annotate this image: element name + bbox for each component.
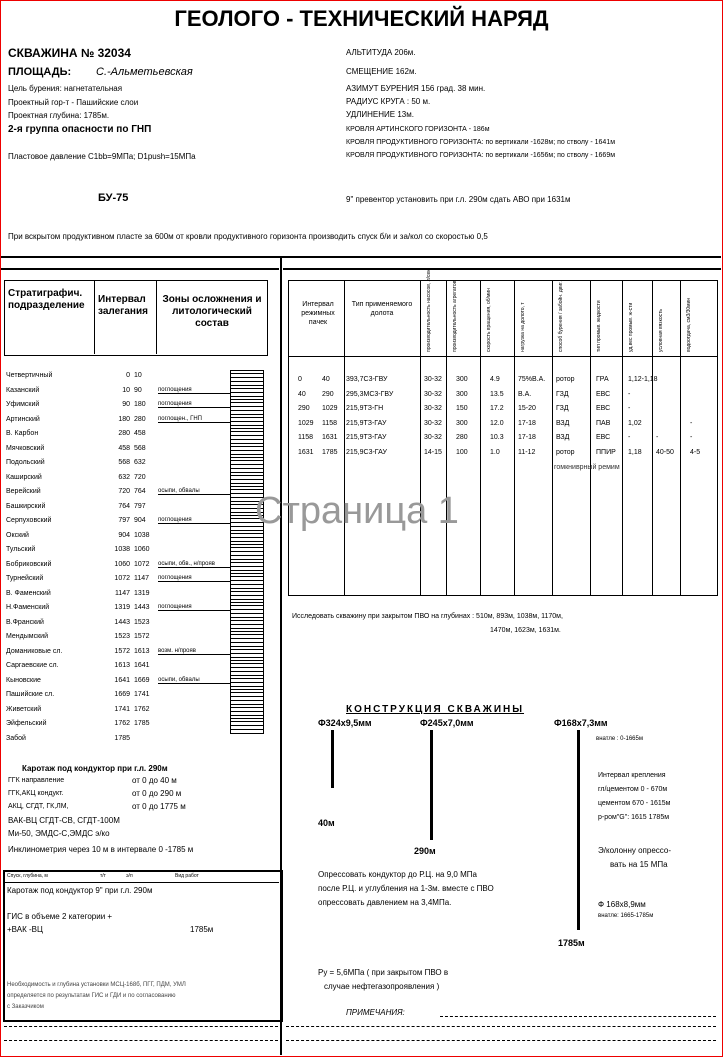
regime-cell-w: - [628,390,631,398]
regime-cell-bit: 295,3МС3-ГВУ [346,390,394,398]
lithology-cell [230,718,264,734]
regime-cell-g: 10.3 [490,434,504,441]
strat-name: Артинский [6,415,40,423]
bottom-left-note-3: с Заказчиком [7,1004,44,1010]
strat-name: Верейский [6,488,41,495]
strat-to: 1741 [134,691,150,698]
strat-zone: поглощения [158,387,238,394]
pressure-test-1: Опрессовать кондуктор до Р.Ц. на 9,0 МПа [318,870,477,879]
left-top-rule [1,268,279,270]
strat-zone: поглощения [158,517,238,524]
casing-3-note: внатле : 0-1665м [596,736,643,742]
page-watermark: Страница 1 [255,490,459,532]
regime-cell-n: 150 [456,405,468,412]
construction-title: КОНСТРУКЦИЯ СКВАЖИНЫ [346,704,525,715]
regime-header-bit: Тип применяемого долота [351,301,413,317]
strat-to: 180 [134,401,146,408]
strat-from: 1319 [114,604,130,611]
strat-to: 1038 [134,531,150,539]
strat-to: 1072 [134,560,150,568]
bottom-left-line-1: Каротаж под кондуктор 9" при г.л. 290м [7,886,153,895]
strat-from: 1572 [114,647,130,655]
logging-row-3-range: от 0 до 1775 м [132,802,186,811]
dashed-line-right-2 [286,1040,716,1041]
design-horizon: Проектный гор-т - Пашийские слои [8,98,139,107]
strat-from: 904 [118,531,130,539]
casing-2-depth: 290м [414,846,436,856]
regime-cell-w: - [628,405,631,412]
strat-to: 280 [134,415,146,423]
radius: РАДИУС КРУГА : 50 м. [346,97,431,106]
strat-row [6,633,256,645]
strat-from: 1038 [114,546,130,553]
strat-from: 632 [118,473,130,481]
dashed-line-left-2 [4,1040,278,1041]
strat-zone: осыпи, обвалы [158,488,238,495]
cement-interval-3: р-ром"G": 1615 1785м [598,814,670,821]
regime-cell-to: 1158 [322,419,338,427]
regime-rotated-header: условная вязкость [658,308,664,352]
strat-name: Башкирский [6,502,46,510]
regime-cell-from: 40 [298,390,306,398]
bottom-left-note-2: определяется по результатам ГИС и ГДИ и по согласованию [7,993,176,999]
small-header-4: Вид работ [175,873,199,879]
regime-cell-to: 1029 [322,405,338,412]
regime-cell-w: 1,12-1,18 [628,376,658,383]
strat-to: 1443 [134,604,150,611]
strat-name: Мендымский [6,633,48,640]
regime-cell-drive: ротор [556,448,575,456]
strat-name: Мячковский [6,444,45,452]
strat-zone: поглощения [158,604,238,611]
strat-name: Казанский [6,386,40,394]
regime-cell-mud: ГРА [596,376,609,383]
py-note-1: Ру = 5,6МПа ( при закрытом ПВО в [318,968,449,977]
regime-cell-g: 13.5 [490,390,504,398]
strat-row [6,619,256,631]
logging-row-2-range: от 0 до 290 м [132,789,182,798]
strat-row [6,590,256,602]
offset: СМЕЩЕНИЕ 162м. [346,67,417,76]
regime-cell-v: 40-50 [656,448,674,456]
strat-row [6,648,256,660]
strat-name: В. Карбон [6,430,39,437]
regime-row [0,376,716,388]
regime-cell-p: В.А. [518,390,532,398]
strat-name: Четвертичный [6,372,53,379]
regime-cell-p: 75%В.А. [518,376,546,383]
logging-row-3-label: АКЦ, СГДТ, ГК,ЛМ, [8,803,69,810]
strat-to: 1319 [134,589,150,597]
strat-from: 1072 [114,575,130,582]
regime-rotated-header: нагрузка на долото, т [520,302,526,352]
dashed-line-left-1 [4,1026,278,1027]
pvo-note-2: 1470м, 1623м, 1631м. [490,627,561,634]
logging-head: Каротаж под кондуктор при г.л. 290м [22,764,168,773]
regime-cell-bit: 215,9ТЗ-ГАУ [346,419,387,427]
regime-rotated-header: водоотдача, см3/30мин [686,297,692,352]
azimuth: АЗИМУТ БУРЕНИЯ 156 град. 38 мин. [346,84,486,93]
strat-from: 1060 [114,560,130,568]
strat-to: 904 [134,517,146,524]
strat-to: 1641 [134,662,150,669]
regime-cell-from: 290 [298,405,310,412]
strat-to: 797 [134,502,146,510]
regime-cell-bit: 215,9ТЗ-ГН [346,405,384,412]
regime-cell-bit: 393,7С3-ГВУ [346,376,388,383]
regime-cell-g: 12.0 [490,419,504,427]
regime-cell-from: 1158 [298,434,314,441]
strat-header-divider-2 [156,280,157,354]
regime-cell-q: 30-32 [424,434,442,441]
regime-cell-p: 17-18 [518,434,536,441]
strat-from: 10 [122,386,130,394]
casing-3-diameter: Ф168х7,3мм [554,718,608,728]
area-label: ПЛОЩАДЬ: [8,66,72,78]
danger-group: 2-я группа опасности по ГНП [8,124,152,135]
strat-to: 1572 [134,633,150,640]
regime-cell-n: 280 [456,434,468,441]
regime-cell-f: 4-5 [690,448,701,456]
regime-rotated-header: тип промыв. жидкости [596,300,602,352]
strat-from: 0 [126,372,130,379]
strat-from: 1443 [114,618,130,626]
zones-col-header: Зоны осложнения и литологический состав [162,294,262,329]
design-depth: Проектная глубина: 1785м. [8,111,110,120]
strat-from: 1669 [114,691,130,698]
roof-productive-1: КРОВЛЯ ПРОДУКТИВНОГО ГОРИЗОНТА: по вертикали -1628м; по стволу - 1641м [346,139,616,146]
regime-cell-drive: ГЗД [556,390,569,398]
strat-name: Тульский [6,546,36,553]
right-top-rule [283,268,721,270]
strat-from: 1147 [114,589,130,597]
area-value: С.-Альметьевская [96,66,193,78]
regime-cell-to: 40 [322,376,330,383]
strat-name: Серпуховский [6,517,52,524]
regime-cell-from: 1029 [298,419,314,427]
roof-artinsk: КРОВЛЯ АРТИНСКОГО ГОРИЗОНТА - 186м [346,126,490,133]
strat-from: 720 [118,488,130,495]
strat-name: Забой [6,734,26,742]
casing-1-line [331,730,334,788]
regime-row [0,434,716,446]
strat-zone: поглощения [158,575,238,582]
strat-from: 1785 [114,734,130,742]
strat-to: 568 [134,444,146,452]
pvo-note-1: Исследовать скважину при закрытом ПВО на глубинах : 510м, 893м, 1038м, 1170м, [292,613,563,620]
bottom-left-header-rule [5,882,279,883]
strat-name: Эйфельский [6,720,47,727]
cement-head: Интервал крепления [598,772,666,779]
regime-cell-drive: ротор [556,376,575,383]
small-header-2: т/т [100,873,106,879]
regime-cell-to: 1785 [322,448,338,456]
regime-note: гомкниврный ремим [554,464,620,471]
strat-zone: поглощения [158,401,238,408]
small-header-1: Спуск, глубина, м [7,873,48,879]
reservoir-pressure: Пластовое давление С1bb=9МПа; D1push=15МПа [8,152,196,161]
strat-from: 90 [122,401,130,408]
logging-row-5: Ми-50, ЭМДС-С,ЭМДС э/ко [8,829,110,838]
strat-name: Каширский [6,473,42,481]
regime-cell-n: 100 [456,448,468,456]
strat-row [6,532,256,544]
strat-from: 764 [118,502,130,510]
regime-cell-w: 1,18 [628,448,642,456]
strat-row [6,662,256,674]
column-test-1: Э/колонну опрессо- [598,846,671,855]
strat-from: 458 [118,444,130,452]
regime-header-interval: Интервал режимных пачек [301,301,335,326]
regime-cell-mud: ЕВС [596,405,611,412]
regime-rotated-header: уд.вес промыв. ж-сти [628,302,634,352]
dashed-line-right-1 [286,1026,716,1027]
strat-from: 797 [118,517,130,524]
logging-row-1-label: ГГК направление [8,777,65,784]
bottom-left-line-2: ГИС в объеме 2 категории + [7,912,113,921]
strat-row [6,546,256,558]
strat-name: В. Фаменский [6,589,51,597]
regime-cell-p: 11-12 [518,448,536,456]
strat-from: 280 [118,430,130,437]
strat-name: В.Франский [6,618,44,626]
casing-3-depth: 1785м [558,938,585,948]
regime-cell-to: 290 [322,390,334,398]
preventer-note: 9" превентор установить при г.л. 290м сдать АВО при 1631м [346,195,571,204]
strat-row [6,691,256,703]
strat-name: Бобриковский [6,560,52,568]
regime-cell-q: 30-32 [424,390,442,398]
inclinometry-note: Инклинометрия через 10 м в интервале 0 -1785 м [8,845,194,854]
strat-row [6,706,256,718]
regime-cell-to: 1631 [322,434,338,441]
cement-interval-1: гл/цементом 0 - 670м [598,786,668,793]
strat-row [6,720,256,732]
regime-cell-from: 0 [298,376,302,383]
strat-zone: поглощен., ГНП [158,416,238,423]
strat-header-divider-1 [94,280,95,354]
strat-row [6,474,256,486]
roof-productive-2: КРОВЛЯ ПРОДУКТИВНОГО ГОРИЗОНТА: по вертикали -1656м; по стволу - 1669м [346,152,616,159]
strat-row [6,517,256,529]
regime-cell-drive: ВЗД [556,419,570,427]
strat-from: 1613 [114,662,130,669]
strat-zone: возм. н/прояв [158,648,238,655]
regime-cell-drive: ВЗД [556,434,570,441]
strat-to: 632 [134,459,146,466]
strat-row [6,604,256,616]
casing-3-line [577,730,580,930]
rig-type: БУ-75 [98,192,129,204]
strat-name: Доманиковые сл. [6,647,63,655]
strat-name: Живетский [6,705,42,713]
regime-cell-p: 15-20 [518,405,536,412]
regime-cell-q: 30-32 [424,405,442,412]
interval-col-header: Интервал залегания [98,294,148,317]
strat-row [6,459,256,471]
regime-cell-g: 17.2 [490,405,504,412]
strat-name: Пашийские сл. [6,691,55,698]
strat-name: Подольский [6,459,45,466]
strat-to: 1060 [134,546,150,553]
regime-row [0,420,716,432]
bottom-left-line-3: +ВАК -ВЦ [7,925,43,934]
regime-rotated-header: производительность агрегатов [452,280,458,352]
strat-to: 1523 [134,618,150,626]
opening-note: При вскрытом продуктивном пласте за 600м от кровли продуктивного горизонта производить спуск б/и и за/кол со скоростью 0,5 [8,232,488,241]
strat-to: 1785 [134,720,150,727]
strat-to: 764 [134,488,146,495]
regime-cell-w: 1,02 [628,419,642,427]
regime-cell-q: 30-32 [424,419,442,427]
py-note-2: случае нефтегазопроявления ) [324,982,440,991]
regime-cell-drive: ГЗД [556,405,569,412]
cement-interval-2: цементом 670 - 1615м [598,800,671,807]
altitude: АЛЬТИТУДА 206м. [346,48,416,57]
regime-cell-f: - [690,434,693,441]
strat-from: 568 [118,459,130,466]
strat-zone: осыпи, обв., н/прояв [158,561,238,568]
regime-cell-w: - [628,434,631,441]
elongation: УДЛИНЕНИЕ 13м. [346,110,414,119]
regime-cell-n: 300 [456,390,468,398]
regime-cell-p: 17-18 [518,419,536,427]
regime-cell-bit: 215,9С3-ГАУ [346,448,387,456]
regime-row [0,405,716,417]
regime-cell-n: 300 [456,376,468,383]
strat-name: Уфимский [6,401,40,408]
regime-row [0,449,716,461]
regime-cell-mud: ЕВС [596,434,611,441]
strat-name: Саргаевские сл. [6,662,59,669]
strat-row [6,735,256,747]
notes-dash [440,1016,716,1017]
logging-row-2-label: ГГК,АКЦ кондукт. [8,790,64,797]
regime-cell-f: - [690,419,693,427]
bottom-left-note-1: Необходимость и глубина установки МСЦ-168б, ПГГ, ПДМ, УМЛ [7,982,186,988]
regime-cell-mud: ПАВ [596,419,611,427]
document-title: ГЕОЛОГО - ТЕХНИЧЕСКИЙ НАРЯД [174,6,549,31]
bottom-left-line-3b: 1785м [190,925,214,934]
strat-name: Турнейский [6,575,44,582]
regime-rotated-header: способ бурения / забойн. двиг. [558,281,564,352]
pipe-note-1: Ф 168х8,9мм [598,900,646,909]
strat-row [6,488,256,500]
strat-col-header: Стратиграфич. подразделение [8,288,85,311]
pressure-test-3: опрессовать давлением на 3,4МПа. [318,898,452,907]
regime-cell-bit: 215,9ТЗ-ГАУ [346,434,387,441]
casing-2-diameter: Ф245х7,0мм [420,718,474,728]
strat-row [6,503,256,515]
casing-1-depth: 40м [318,818,335,828]
strat-zone: осыпи, обвалы [158,677,238,684]
strat-from: 1641 [114,676,130,684]
regime-cell-g: 1.0 [490,448,500,456]
header-separator [1,256,721,258]
strat-to: 1669 [134,676,150,684]
notes-label: ПРИМЕЧАНИЯ: [346,1008,405,1017]
regime-cell-from: 1631 [298,448,314,456]
casing-1-diameter: Ф324х9,5мм [318,718,372,728]
column-test-2: вать на 15 МПа [610,860,668,869]
strat-from: 1762 [114,720,130,727]
strat-to: 1147 [134,575,150,582]
pressure-test-2: после Р.Ц. и углубления на 1-3м. вместе с ПВО [318,884,494,893]
casing-2-line [430,730,433,840]
small-header-3: э/п [126,873,133,879]
regime-cell-q: 30-32 [424,376,442,383]
pipe-note-2: внатле: 1665-1785м [598,913,654,919]
strat-name: Н.Фаменский [6,604,50,611]
logging-row-4: ВАК-ВЦ СГДТ-СВ, СГДТ-100М [8,816,120,825]
drilling-purpose: Цель бурения: нагнетательная [8,84,123,93]
strat-to: 1613 [134,647,150,655]
regime-row [0,391,716,403]
strat-row [6,575,256,587]
strat-to: 1762 [134,705,150,713]
strat-to: 720 [134,473,146,481]
logging-row-1-range: от 0 до 40 м [132,776,177,785]
regime-rotated-header: производительность насосов, л/сек [426,269,432,352]
strat-name: Окский [6,531,29,539]
regime-cell-g: 4.9 [490,376,500,383]
regime-cell-mud: ЕВС [596,390,611,398]
strat-to: 458 [134,430,146,437]
strat-from: 180 [118,415,130,423]
regime-cell-v: - [656,434,659,441]
well-number: СКВАЖИНА № 32034 [8,46,131,60]
strat-to: 90 [134,386,142,394]
strat-row [6,561,256,573]
strat-name: Кыновские [6,676,41,684]
strat-from: 1523 [114,633,130,640]
regime-cell-n: 300 [456,419,468,427]
regime-rotated-header: скорость вращения, об/мин [486,288,492,352]
strat-from: 1741 [114,705,130,713]
regime-cell-mud: ППИР [596,448,616,456]
strat-to: 10 [134,372,142,379]
strat-row [6,677,256,689]
regime-cell-q: 14-15 [424,448,442,456]
